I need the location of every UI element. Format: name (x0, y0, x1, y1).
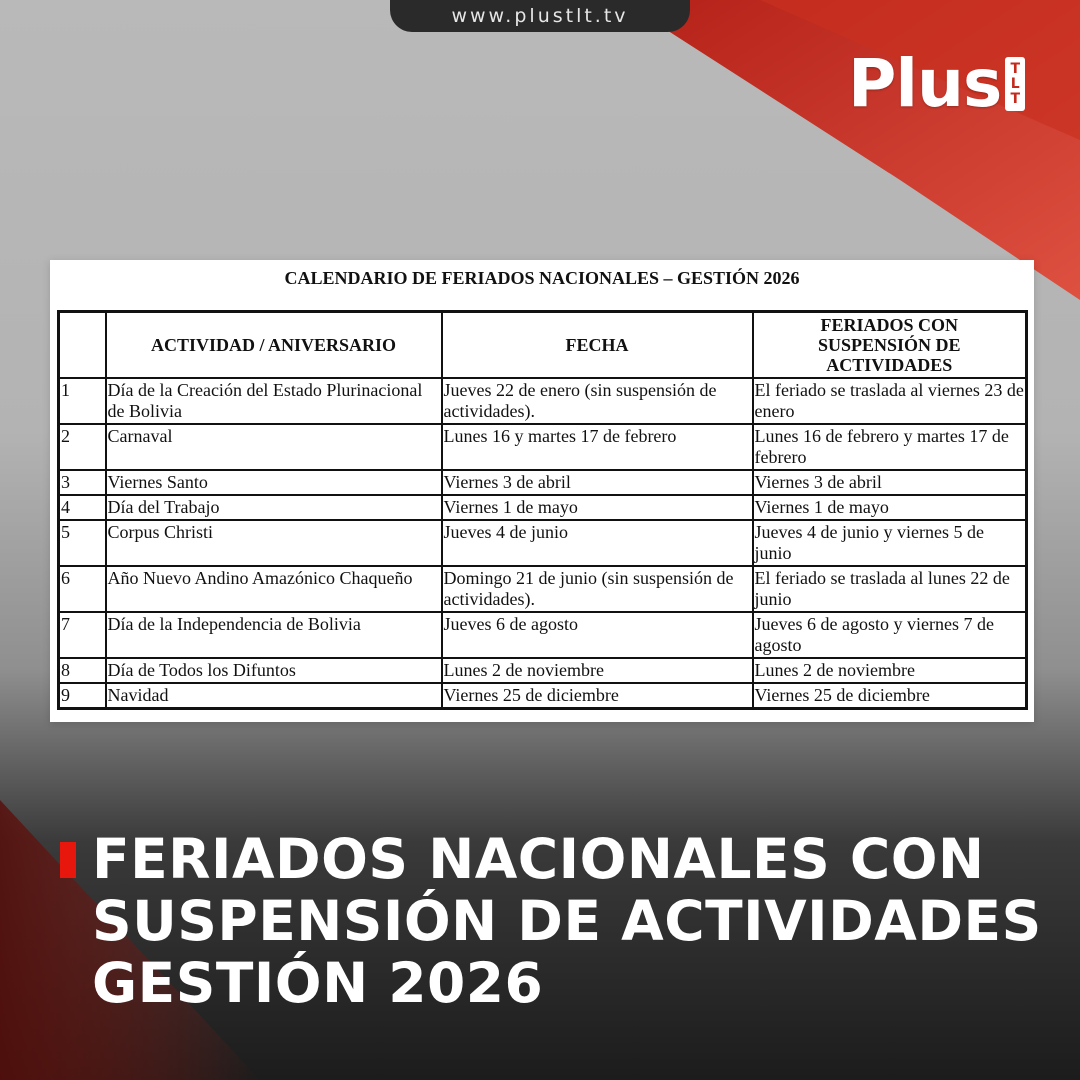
table-row (59, 495, 1027, 520)
table-cell: 8 (59, 658, 106, 683)
site-url-pill[interactable] (390, 0, 690, 32)
table-cell: Domingo 21 de junio (sin suspensión de actividades). (442, 566, 753, 612)
logo-word: Plus (848, 45, 1002, 122)
table-cell: Jueves 6 de agosto (442, 612, 753, 658)
logo-tag (1005, 57, 1025, 111)
table-cell: Jueves 4 de junio (442, 520, 753, 566)
table-cell: Corpus Christi (106, 520, 442, 566)
logo-tag-letter: T (1010, 90, 1021, 107)
table-cell: Viernes 1 de mayo (442, 495, 753, 520)
table-cell: Jueves 6 de agosto y viernes 7 de agosto (753, 612, 1027, 658)
table-row (59, 683, 1027, 709)
table-cell: Viernes 3 de abril (753, 470, 1027, 495)
table-header-row (59, 312, 1027, 378)
table-cell: El feriado se traslada al viernes 23 de enero (753, 378, 1027, 424)
column-header: ACTIVIDAD / ANIVERSARIO (106, 312, 442, 378)
table-cell: Día de la Independencia de Bolivia (106, 612, 442, 658)
table-cell: Lunes 2 de noviembre (753, 658, 1027, 683)
table-cell: 1 (59, 378, 106, 424)
table-cell: Carnaval (106, 424, 442, 470)
table-cell: 5 (59, 520, 106, 566)
table-cell: Día del Trabajo (106, 495, 442, 520)
column-header (59, 312, 106, 378)
table-cell: 3 (59, 470, 106, 495)
table-cell: Jueves 22 de enero (sin suspensión de actividades). (442, 378, 753, 424)
logo-tag-letter: L (1010, 75, 1020, 92)
table-cell: 9 (59, 683, 106, 709)
column-header: FECHA (442, 312, 753, 378)
headline-accent-bar (60, 842, 76, 878)
table-cell: Viernes 25 de diciembre (753, 683, 1027, 709)
table-cell: Viernes 25 de diciembre (442, 683, 753, 709)
table-row (59, 566, 1027, 612)
document-title: CALENDARIO DE FERIADOS NACIONALES – GESTIÓN 2026 (284, 268, 800, 288)
table-row (59, 520, 1027, 566)
holiday-table (57, 310, 1028, 710)
column-header: FERIADOS CON SUSPENSIÓN DE ACTIVIDADES (753, 312, 1027, 378)
holiday-calendar-document (50, 260, 1034, 722)
table-cell: Viernes 1 de mayo (753, 495, 1027, 520)
table-cell: Año Nuevo Andino Amazónico Chaqueño (106, 566, 442, 612)
headline-text: FERIADOS NACIONALES CON SUSPENSIÓN DE ACTIVIDADES GESTIÓN 2026 (92, 827, 1042, 1015)
table-cell: Lunes 2 de noviembre (442, 658, 753, 683)
table-cell: 2 (59, 424, 106, 470)
table-cell: Navidad (106, 683, 442, 709)
table-cell: Día de Todos los Difuntos (106, 658, 442, 683)
table-cell: Jueves 4 de junio y viernes 5 de junio (753, 520, 1027, 566)
plus-tlt-logo (848, 45, 1025, 122)
table-row (59, 470, 1027, 495)
table-cell: Viernes Santo (106, 470, 442, 495)
table-cell: 6 (59, 566, 106, 612)
table-cell: Día de la Creación del Estado Plurinacional de Bolivia (106, 378, 442, 424)
table-row (59, 424, 1027, 470)
logo-tag-letter: T (1010, 60, 1021, 77)
table-cell: Viernes 3 de abril (442, 470, 753, 495)
table-cell: Lunes 16 de febrero y martes 17 de febrero (753, 424, 1027, 470)
table-cell: El feriado se traslada al lunes 22 de junio (753, 566, 1027, 612)
table-cell: Lunes 16 y martes 17 de febrero (442, 424, 753, 470)
table-cell: 4 (59, 495, 106, 520)
table-row (59, 378, 1027, 424)
table-row (59, 612, 1027, 658)
table-row (59, 658, 1027, 683)
site-url[interactable]: www.plustlt.tv (451, 5, 629, 27)
table-cell: 7 (59, 612, 106, 658)
